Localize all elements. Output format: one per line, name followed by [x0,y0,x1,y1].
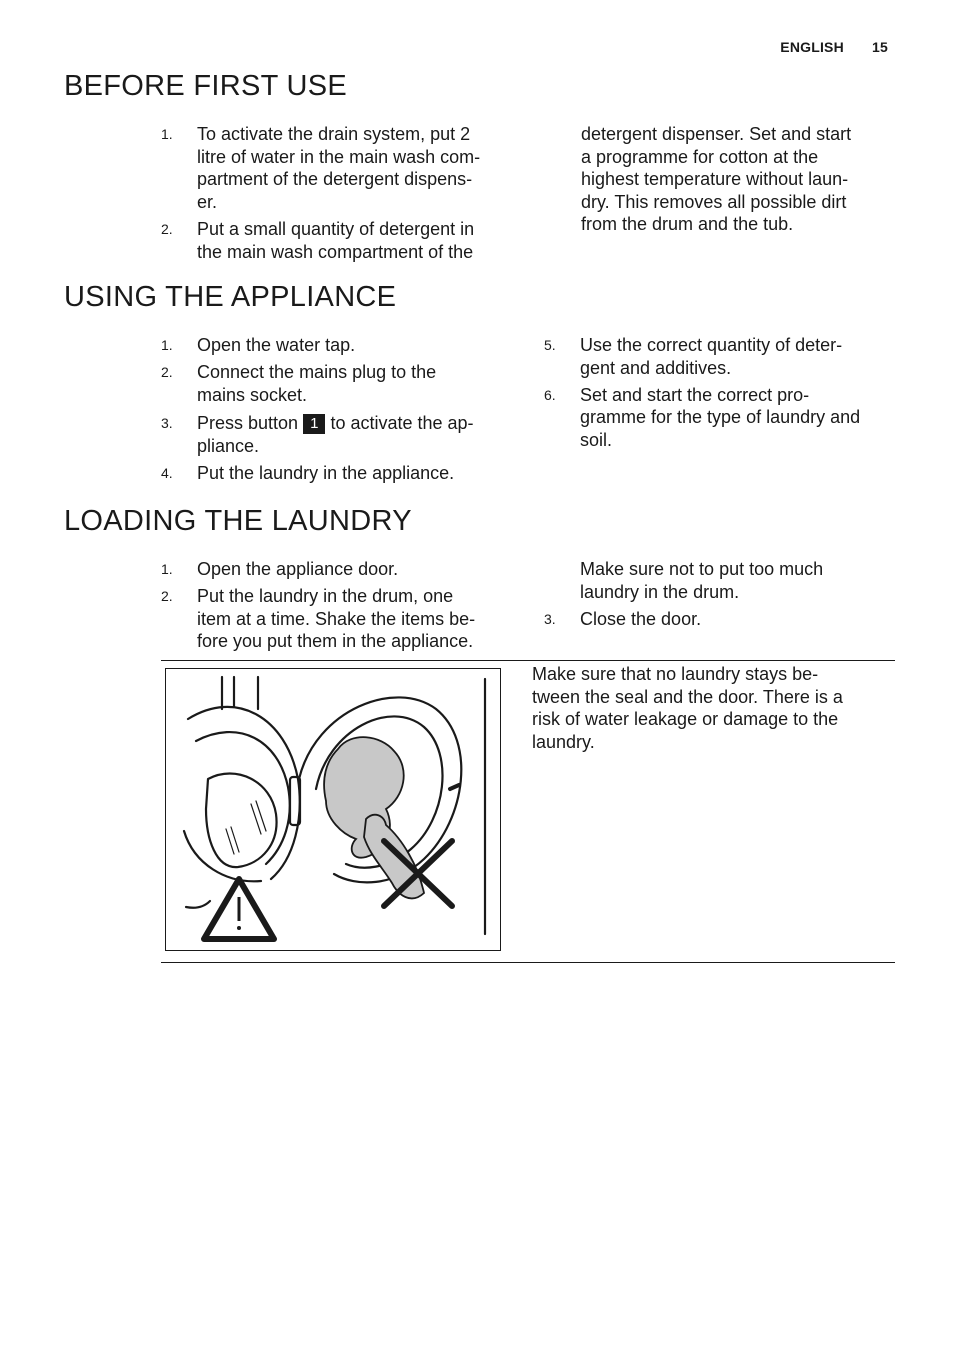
list-item [544,608,904,631]
page-number: 15 [872,39,888,55]
step-number: 3. [544,610,556,627]
list-item [161,412,521,457]
warning-line: laundry. [532,731,595,752]
list-item [161,361,521,406]
step-line: item at a time. Shake the items be- [197,608,476,629]
step-line: er. [197,191,218,212]
step-number: 5. [544,337,556,353]
warning-triangle-icon [204,879,274,939]
list-item [161,123,521,213]
list-item [544,334,904,379]
using-appliance-left-column [161,334,521,489]
step-line: dry. This removes all possible dirt [581,191,847,212]
laundry-caught-at-seal [364,815,424,899]
washer-drawing [166,669,500,950]
step-line: Connect the mains plug to the [197,362,437,383]
step-number: 6. [544,386,556,403]
step-line: detergent dispenser. Set and start [581,124,852,144]
warning-note [532,663,892,753]
step-line: Make sure not to put too much [580,559,824,579]
step-line: Put the laundry in the drum, one [197,586,454,607]
step-number: 1. [161,561,173,577]
step-line: from the drum and the tub. [581,214,794,235]
step-line: soil. [580,429,613,450]
step-line: laundry in the drum. [580,581,740,602]
step-line: mains socket. [197,384,308,405]
laundry-door-illustration [165,668,501,951]
warning-line: risk of water leakage or damage to the [532,709,839,730]
step-line: fore you put them in the appliance. [197,631,474,652]
step-text: Open the appliance door. [197,559,399,579]
list-item-continued [544,558,904,603]
step-line: Use the correct quantity of deter- [580,335,843,355]
warning-line: Make sure that no laundry stays be- [532,664,819,684]
step-line: a programme for cotton at the [581,146,819,167]
list-item [161,558,521,581]
step-line: pliance. [197,435,260,456]
list-item [544,384,904,452]
power-button-indicator: 1 [303,414,325,434]
loading-laundry-left-column [161,558,521,658]
step-line [197,412,521,435]
step-number: 1. [161,337,173,353]
warning-bottom-rule [161,962,895,963]
page-header [780,39,888,55]
list-item [161,462,521,485]
list-item [161,585,521,653]
step-text-after: to activate the ap- [330,413,474,434]
step-line: Put a small quantity of detergent in [197,218,475,239]
warning-top-rule [161,660,895,661]
step-text-before: Press button [197,413,299,434]
step-line: To activate the drain system, put 2 [197,124,471,144]
step-number: 4. [161,465,173,482]
step-line: highest temperature without laun- [581,169,849,190]
step-text: Close the door. [580,608,702,629]
section-title-loading-the-laundry: LOADING THE LAUNDRY [64,505,412,537]
step-line: gent and additives. [580,357,732,378]
step-number: 2. [161,588,173,605]
step-number: 2. [161,364,173,381]
using-appliance-right-column [544,334,904,456]
warning-line: tween the seal and the door. There is a [532,686,843,707]
step-line: partment of the detergent dispens- [197,169,473,190]
section-title-using-the-appliance: USING THE APPLIANCE [64,281,397,313]
step-text: Open the water tap. [197,335,356,355]
list-item [161,218,521,263]
step-number: 2. [161,220,173,237]
step-text: Put the laundry in the appliance. [197,463,455,484]
step-line: the main wash compartment of the [197,241,474,262]
before-first-use-right-column [581,123,901,236]
step-line: gramme for the type of laundry and [580,407,861,428]
before-first-use-left-column [161,123,521,268]
loading-laundry-right-column [544,558,904,635]
language-label: ENGLISH [780,39,844,55]
step-number: 3. [161,415,173,432]
step-line: litre of water in the main wash com- [197,146,481,167]
step-number: 1. [161,126,173,142]
section-title-before-first-use: BEFORE FIRST USE [64,70,348,102]
step-line: Set and start the correct pro- [580,384,810,405]
list-item [161,334,521,357]
